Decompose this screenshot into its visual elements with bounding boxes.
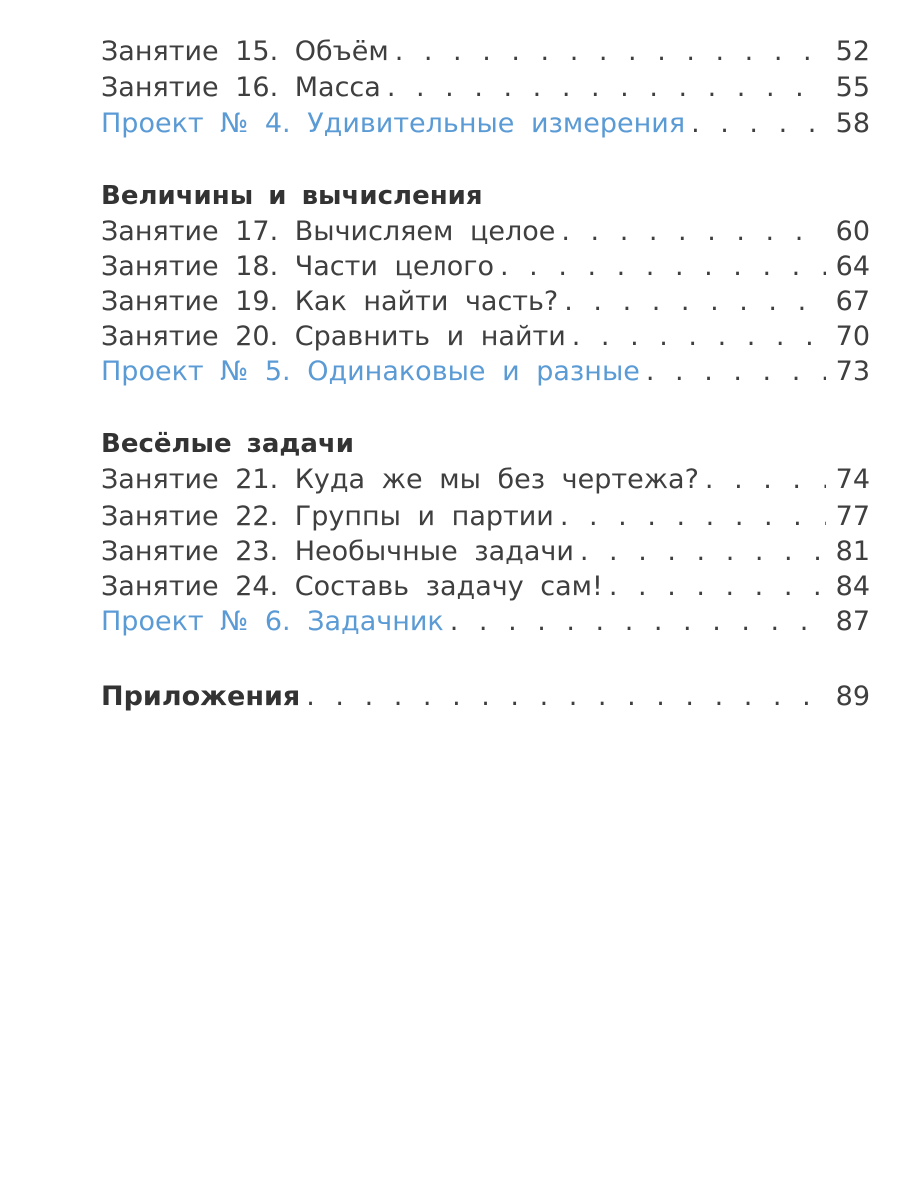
toc-page-number: 52 (835, 36, 870, 67)
dot-leader (564, 284, 825, 320)
toc-entry-title: Занятие 20. Сравнить и найти (101, 321, 566, 352)
toc-page-number: 84 (835, 571, 870, 602)
toc-page-number: 60 (835, 216, 870, 247)
toc-entry-title: Занятие 23. Необычные задачи (101, 536, 574, 567)
dot-leader (572, 319, 826, 355)
toc-entry-lesson-15[interactable] (101, 34, 870, 70)
toc-entry-lesson-20[interactable] (101, 319, 870, 355)
toc-entry-title: Приложения (101, 681, 301, 712)
dot-leader (387, 70, 826, 106)
toc-entry-title: Занятие 17. Вычисляем целое (101, 216, 556, 247)
toc-page-number: 73 (835, 356, 870, 387)
dot-leader (395, 34, 826, 70)
dot-leader (705, 462, 826, 498)
toc-entry-appendix[interactable] (101, 679, 870, 715)
toc-page-number: 81 (835, 536, 870, 567)
toc-entry-title: Проект № 5. Одинаковые и разные (101, 356, 640, 387)
toc-page-number: 89 (835, 681, 870, 712)
toc-entry-title: Занятие 18. Части целого (101, 251, 494, 282)
dot-leader (691, 106, 826, 142)
toc-page-number: 58 (835, 108, 870, 139)
toc-entry-title: Проект № 4. Удивительные измерения (101, 108, 686, 139)
dot-leader (450, 604, 826, 640)
toc-page-number: 55 (835, 72, 870, 103)
toc-entry-title: Занятие 24. Составь задачу сам! (101, 571, 603, 602)
toc-page-number: 87 (835, 606, 870, 637)
toc-entry-lesson-17[interactable] (101, 214, 870, 250)
section-heading-quantities: Величины и вычисления (101, 181, 483, 211)
toc-entry-title: Занятие 21. Куда же мы без чертежа? (101, 464, 699, 495)
toc-entry-lesson-16[interactable] (101, 70, 870, 106)
toc-entry-lesson-23[interactable] (101, 534, 870, 570)
toc-entry-lesson-22[interactable] (101, 499, 870, 535)
dot-leader (646, 354, 826, 390)
toc-page-number: 77 (835, 501, 870, 532)
toc-entry-lesson-18[interactable] (101, 249, 870, 285)
dot-leader (306, 679, 825, 715)
toc-page-number: 70 (835, 321, 870, 352)
toc-entry-title: Проект № 6. Задачник (101, 606, 444, 637)
toc-entry-lesson-21[interactable] (101, 462, 870, 498)
toc-page-number: 67 (835, 286, 870, 317)
dot-leader (609, 569, 826, 605)
toc-page-number: 64 (835, 251, 870, 282)
dot-leader (580, 534, 826, 570)
dot-leader (560, 499, 826, 535)
toc-entry-project-6[interactable] (101, 604, 870, 640)
toc-page-number: 74 (835, 464, 870, 495)
dot-leader (561, 214, 825, 250)
toc-entry-title: Занятие 22. Группы и партии (101, 501, 554, 532)
toc-entry-title: Занятие 19. Как найти часть? (101, 286, 559, 317)
toc-entry-lesson-24[interactable] (101, 569, 870, 605)
toc-entry-title: Занятие 15. Объём (101, 36, 389, 67)
dot-leader (500, 249, 826, 285)
toc-entry-project-4[interactable] (101, 106, 870, 142)
toc-entry-lesson-19[interactable] (101, 284, 870, 320)
toc-entry-project-5[interactable] (101, 354, 870, 390)
section-heading-fun-problems: Весёлые задачи (101, 429, 354, 459)
toc-entry-title: Занятие 16. Масса (101, 72, 381, 103)
